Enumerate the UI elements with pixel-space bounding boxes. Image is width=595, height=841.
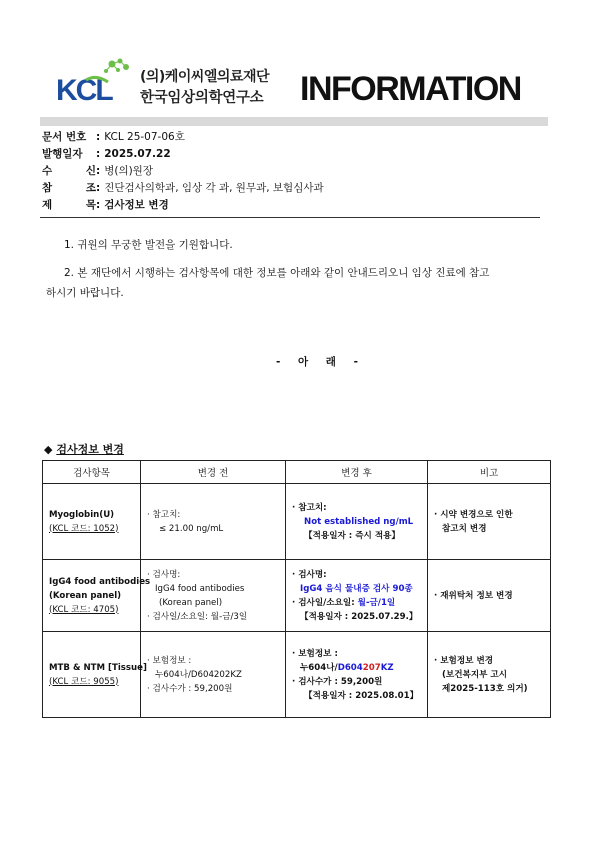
meta-doc-no: 문서 번호 : KCL 25-07-06호	[42, 131, 185, 143]
meta-reference: 참 조: 진단검사의학과, 임상 각 과, 원무과, 보험심사과	[42, 182, 324, 194]
note-line: 참고치 변경	[442, 523, 487, 534]
cell-after	[286, 484, 428, 560]
after-line: · 검사수가 : 59,200원	[292, 676, 383, 687]
cell-before	[141, 484, 286, 560]
meta-subject: 제 목: 검사정보 변경	[42, 199, 169, 211]
section-title	[44, 441, 124, 457]
after-value: 월-금/1일	[357, 597, 396, 608]
paragraph-1: 1. 귀원의 무궁한 발전을 기원합니다.	[64, 239, 233, 251]
recipient-label: 수 신	[42, 165, 96, 177]
item-name: Myoglobin(U)	[49, 509, 115, 520]
reference-label: 참 조	[42, 182, 96, 194]
after-line: · 참고치:	[292, 502, 327, 513]
below-heading: - 아 래 -	[276, 356, 358, 368]
cell-before	[141, 560, 286, 632]
before-line: · 검사명:	[147, 569, 181, 580]
after-code-part: 207	[362, 662, 381, 673]
meta-divider	[40, 217, 540, 218]
table-row	[43, 560, 551, 632]
cell-before	[141, 632, 286, 718]
note-line: · 보험정보 변경	[434, 655, 494, 666]
cell-item	[43, 632, 147, 718]
note-line: · 시약 변경으로 인한	[434, 509, 513, 520]
diamond-bullet-icon: ◆	[44, 443, 53, 456]
issue-date-value: 2025.07.22	[104, 148, 171, 160]
header-divider-bar	[40, 117, 548, 126]
org-name-line1: (의)케이씨엘의료재단	[140, 69, 270, 85]
item-name: (Korean panel)	[49, 590, 122, 601]
after-line: · 검사명:	[292, 569, 327, 580]
doc-no-value: KCL 25-07-06호	[104, 131, 185, 143]
kcl-logo	[56, 56, 136, 106]
cell-note	[428, 632, 551, 718]
paragraph-2-line2: 하시기 바랍니다.	[46, 287, 124, 299]
after-line: IgG4 음식 물내증 검사 90종	[300, 583, 413, 594]
before-line: IgG4 food antibodies	[155, 583, 245, 594]
before-line: 누604나/D604202KZ	[155, 669, 242, 680]
doc-no-label: 문서 번호	[42, 131, 87, 143]
page-title: INFORMATION	[300, 70, 521, 108]
after-code-part: D604	[337, 662, 363, 673]
item-code: (KCL 코드: 9055)	[49, 676, 119, 687]
logo-lettering: KCL	[56, 74, 112, 106]
header-before: 변경 전	[141, 461, 286, 484]
after-line: 【적용일자 : 즉시 적용】	[304, 530, 401, 541]
header-after: 변경 후	[286, 461, 428, 484]
header-item: 검사항목	[43, 461, 141, 484]
note-line: (보건복지부 고시	[442, 669, 508, 680]
after-line: · 보험정보 :	[292, 648, 338, 659]
cell-item	[43, 560, 151, 632]
table-row	[43, 484, 551, 560]
before-line: · 검사수가 : 59,200원	[147, 683, 233, 694]
after-label: · 검사일/소요일:	[292, 597, 358, 608]
after-line: Not established ng/mL	[304, 516, 414, 527]
before-line: (Korean panel)	[159, 597, 223, 608]
item-name: MTB & NTM [Tissue]	[49, 662, 147, 673]
after-code-part: 누604나/	[300, 662, 338, 673]
before-line: · 참고치:	[147, 509, 181, 520]
item-code: (KCL 코드: 4705)	[49, 604, 119, 615]
note-line: 제2025-113호 의거)	[442, 683, 528, 694]
table-row	[43, 632, 551, 718]
subject-value: 검사정보 변경	[104, 199, 169, 211]
change-table	[42, 460, 551, 718]
after-line	[292, 596, 427, 610]
issue-date-label: 발행일자	[42, 148, 83, 160]
cell-after	[286, 632, 428, 718]
cell-note	[428, 484, 551, 560]
header-note: 비고	[428, 461, 551, 484]
before-line: · 보험정보 :	[147, 655, 192, 666]
subject-label: 제 목	[42, 199, 96, 211]
cell-item	[43, 484, 141, 560]
after-line: 【적용일자 : 2025.08.01】	[304, 690, 419, 701]
paragraph-2-line1: 2. 본 재단에서 시행하는 검사항목에 대한 정보를 아래와 같이 안내드리오니 임상 진료에 참고	[64, 267, 490, 279]
item-code: (KCL 코드: 1052)	[49, 523, 119, 534]
after-line: 【적용일자 : 2025.07.29.】	[300, 611, 418, 622]
reference-value: 진단검사의학과, 임상 각 과, 원무과, 보험심사과	[104, 182, 324, 194]
table-header-row	[43, 461, 551, 484]
recipient-value: 병(의)원장	[104, 165, 153, 177]
section-title-text: 검사정보 변경	[56, 443, 124, 456]
org-name-line2: 한국임상의학연구소	[140, 90, 264, 106]
note-line: · 재위탁처 정보 변경	[434, 590, 513, 601]
item-name: IgG4 food antibodies	[49, 576, 151, 587]
meta-recipient: 수 신: 병(의)원장	[42, 165, 153, 177]
before-line: · 검사일/소요일: 월-금/3일	[147, 611, 248, 622]
after-code-part: KZ	[380, 662, 394, 673]
after-line	[292, 661, 427, 675]
meta-issue-date: 발행일자 : 2025.07.22	[42, 148, 171, 160]
cell-note	[428, 560, 551, 632]
cell-after	[286, 560, 428, 632]
before-line: ≤ 21.00 ng/mL	[159, 523, 224, 534]
